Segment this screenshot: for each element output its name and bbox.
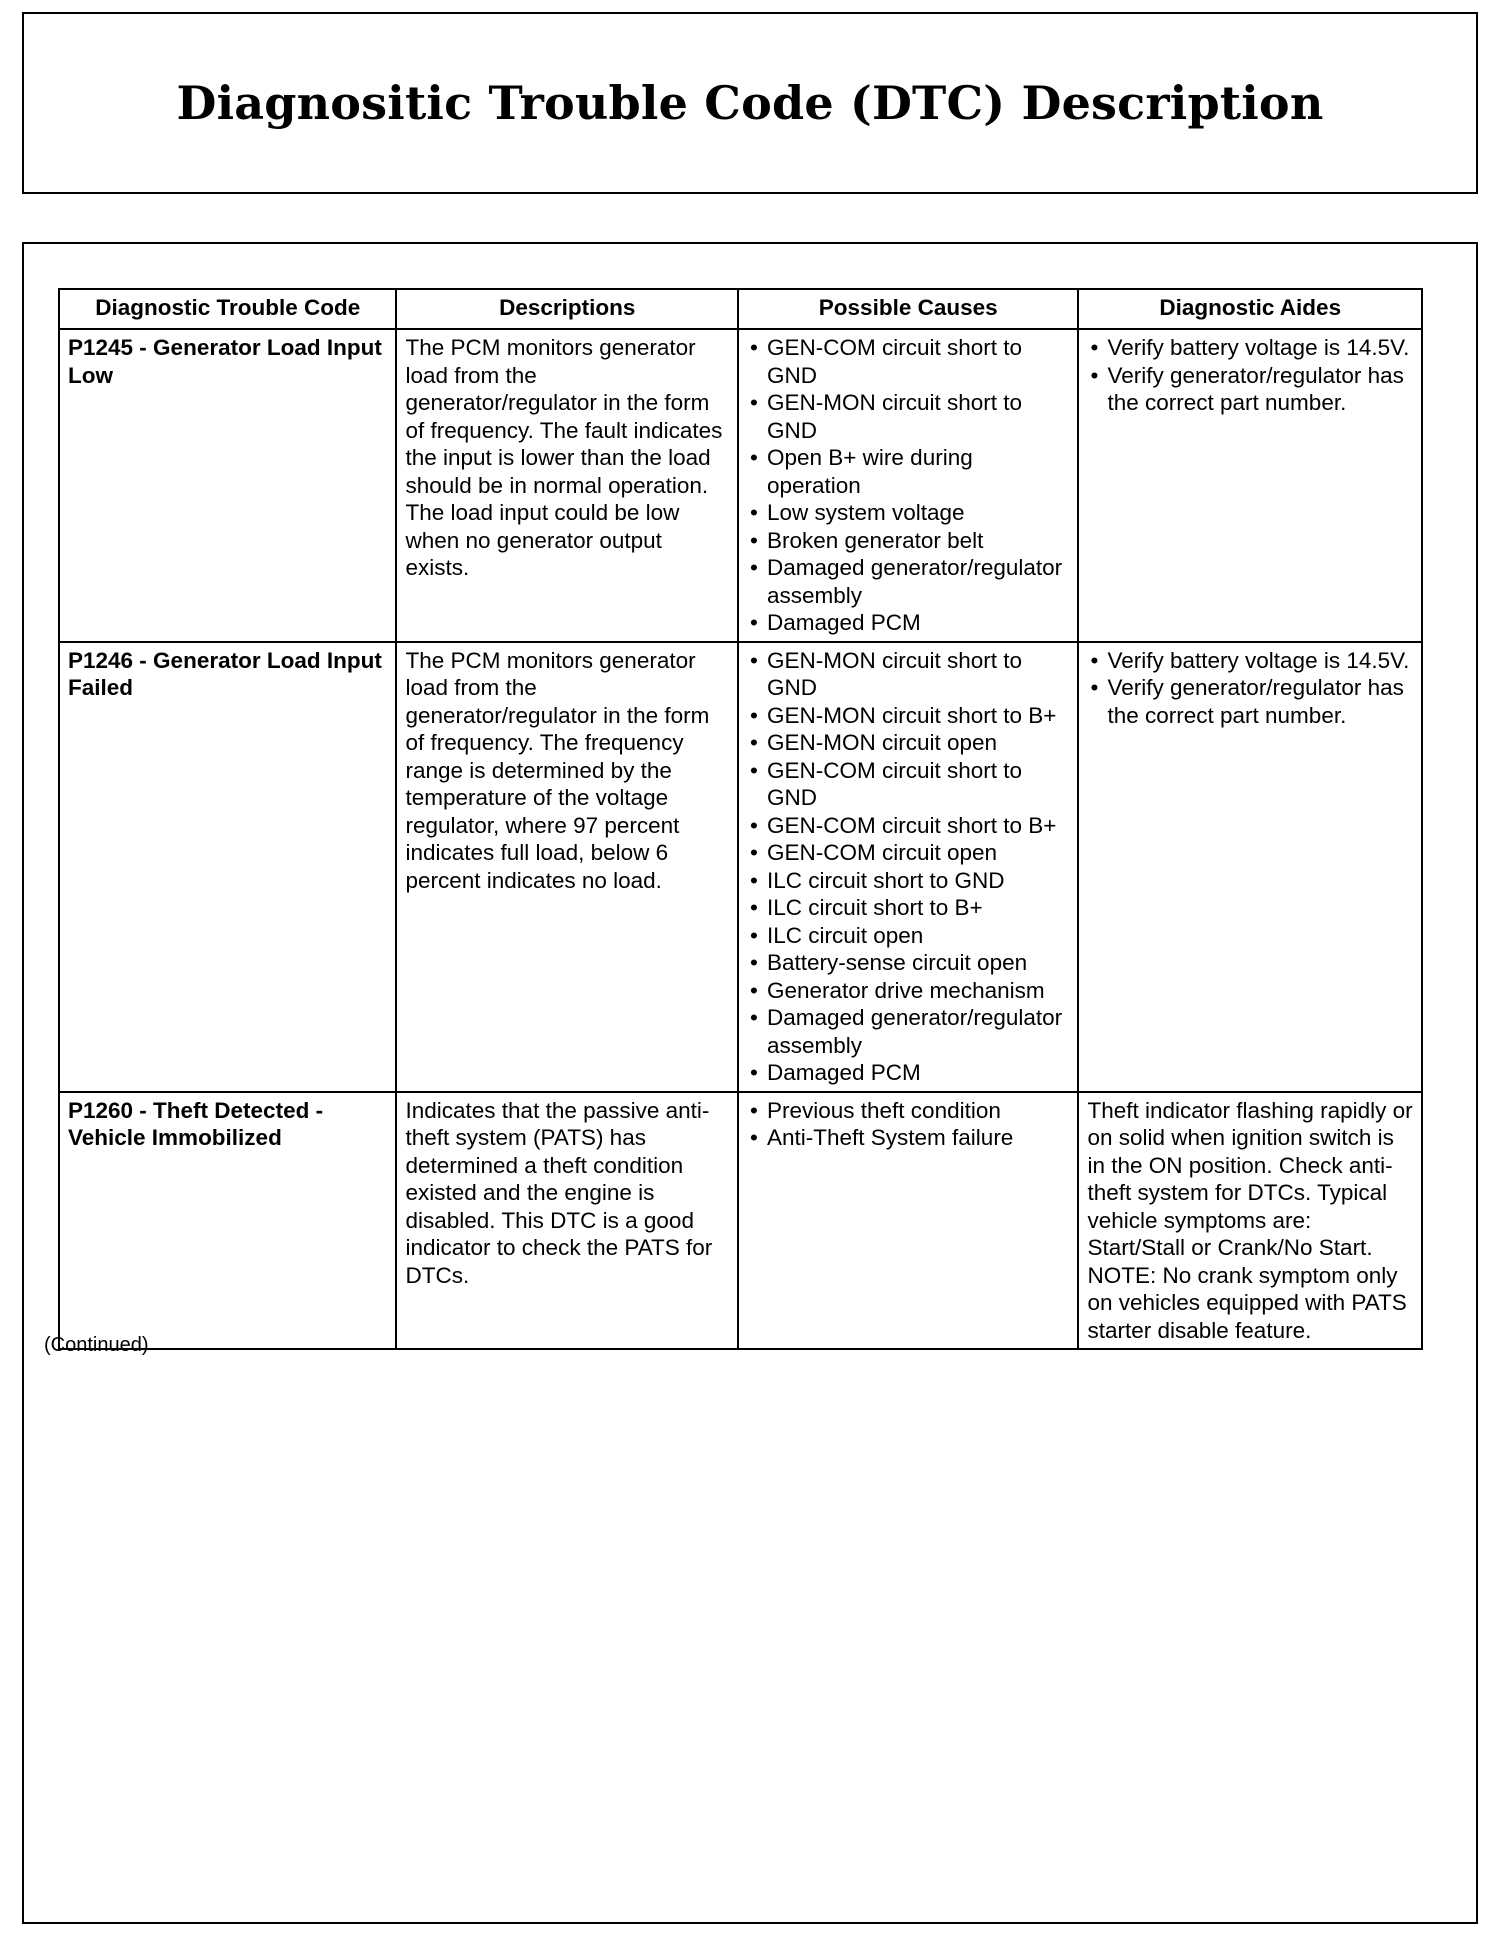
cause-item: • Damaged generator/regulator assembly [747,554,1069,609]
aide-item: • Verify generator/regulator has the correct part number. [1087,674,1413,729]
content-box [22,242,1478,1924]
cause-item: • GEN-MON circuit open [747,729,1069,757]
aide-item: • Verify battery voltage is 14.5V. [1087,647,1413,675]
possible-causes-cell [738,1092,1078,1350]
continued-note: (Continued) [44,1334,149,1356]
column-header-descriptions: Descriptions [396,289,738,329]
cause-item: • GEN-COM circuit short to GND [747,334,1069,389]
cause-item: • GEN-COM circuit short to B+ [747,812,1069,840]
dtc-code-cell: P1246 - Generator Load Input Failed [59,642,396,1092]
cause-item: • GEN-MON circuit short to B+ [747,702,1069,730]
table-row [59,642,1422,1092]
cause-item: • Low system voltage [747,499,1069,527]
cause-item: • ILC circuit short to GND [747,867,1069,895]
column-header-possible-causes: Possible Causes [738,289,1078,329]
cause-item: • GEN-COM circuit short to GND [747,757,1069,812]
cause-item: • GEN-MON circuit short to GND [747,647,1069,702]
description-cell: Indicates that the passive anti-theft system (PATS) has determined a theft condition existed and the engine is disabled. This DTC is a good indicator to check the PATS for DTCs. [396,1092,738,1350]
cause-item: • Damaged generator/regulator assembly [747,1004,1069,1059]
aides-list [1087,334,1413,417]
diagnostic-aides-cell [1078,642,1422,1092]
cause-item: • Damaged PCM [747,609,1069,637]
cause-item: • ILC circuit open [747,922,1069,950]
possible-causes-cell [738,642,1078,1092]
dtc-code-cell: P1260 - Theft Detected - Vehicle Immobilized [59,1092,396,1350]
aide-item: • Verify battery voltage is 14.5V. [1087,334,1413,362]
table-row [59,1092,1422,1350]
diagnostic-aides-cell: Theft indicator flashing rapidly or on solid when ignition switch is in the ON position. Check anti-theft system for DTCs. Typical vehicle symptoms are: Start/Stall or Crank/No Start. NOTE: No crank symptom only on vehicles equipped with PATS starter disable feature. [1078,1092,1422,1350]
table-row [59,329,1422,642]
cause-item: • Generator drive mechanism [747,977,1069,1005]
causes-list [747,334,1069,637]
causes-list [747,1097,1069,1152]
column-header-code: Diagnostic Trouble Code [59,289,396,329]
description-cell: The PCM monitors generator load from the generator/regulator in the form of frequency. The frequency range is determined by the temperature of the voltage regulator, where 97 percent indicates full load, below 6 percent indicates no load. [396,642,738,1092]
cause-item: • ILC circuit short to B+ [747,894,1069,922]
possible-causes-cell [738,329,1078,642]
description-cell: The PCM monitors generator load from the generator/regulator in the form of frequency. The fault indicates the input is lower than the load should be in normal operation. The load input could be low when no generator output exists. [396,329,738,642]
cause-item: • Anti-Theft System failure [747,1124,1069,1152]
dtc-table [58,288,1423,1350]
dtc-code-cell: P1245 - Generator Load Input Low [59,329,396,642]
cause-item: • Open B+ wire during operation [747,444,1069,499]
cause-item: • GEN-MON circuit short to GND [747,389,1069,444]
column-header-diagnostic-aides: Diagnostic Aides [1078,289,1422,329]
cause-item: • GEN-COM circuit open [747,839,1069,867]
aides-list [1087,647,1413,730]
diagnostic-aides-cell [1078,329,1422,642]
aide-item: • Verify generator/regulator has the correct part number. [1087,362,1413,417]
page-title: Diagnositic Trouble Code (DTC) Description [176,76,1324,130]
causes-list [747,647,1069,1087]
cause-item: • Damaged PCM [747,1059,1069,1087]
cause-item: • Broken generator belt [747,527,1069,555]
table-header-row [59,289,1422,329]
cause-item: • Previous theft condition [747,1097,1069,1125]
cause-item: • Battery-sense circuit open [747,949,1069,977]
title-box [22,12,1478,194]
